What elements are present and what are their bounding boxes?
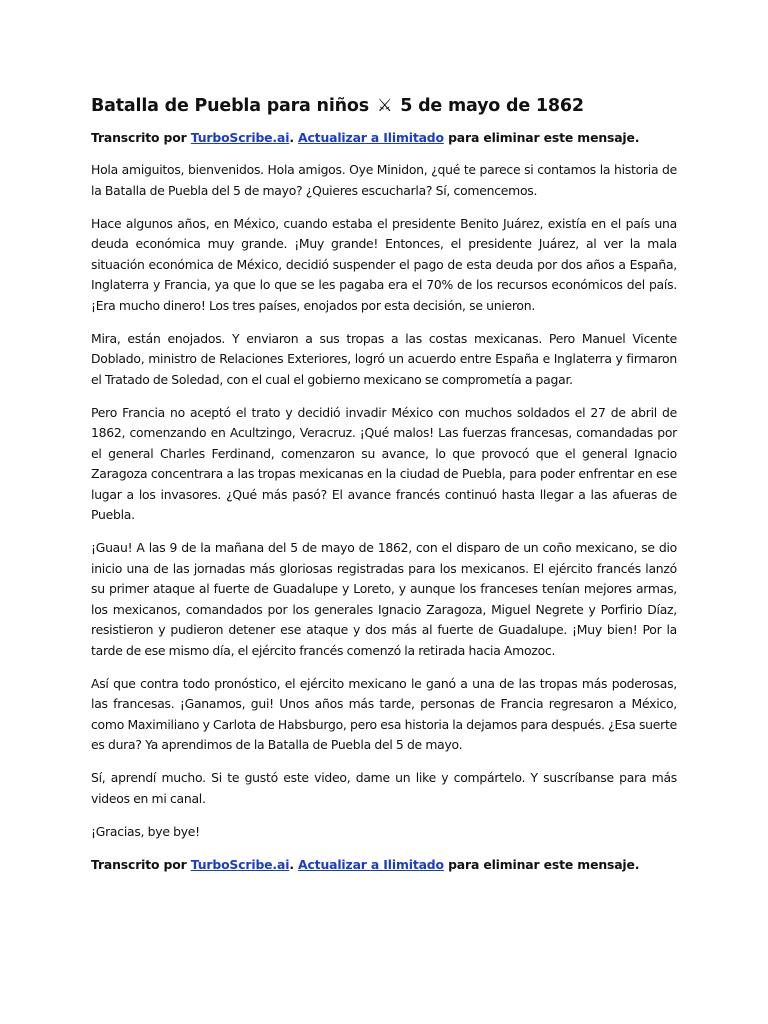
upgrade-unlimited-link[interactable]: Actualizar a Ilimitado (298, 856, 444, 872)
title-text-start: Batalla de Puebla para niños (91, 96, 369, 116)
crossed-swords-icon: ⚔ (376, 96, 393, 116)
turboscribe-link[interactable]: TurboScribe.ai (190, 856, 290, 872)
turboscribe-link[interactable]: TurboScribe.ai (190, 130, 290, 145)
transcription-notice-bottom (91, 855, 677, 875)
title-text-end: 5 de mayo de 1862 (400, 96, 584, 116)
notice-prefix: Transcrito por (91, 130, 187, 145)
notice-prefix: Transcrito por (91, 856, 187, 872)
notice-suffix: para eliminar este mensaje. (448, 130, 640, 145)
paragraph: Así que contra todo pronóstico, el ejército mexicano le ganó a una de las tropas más poderosas, las francesas. ¡Ganamos, gui! Unos años más tarde, personas de Francia regresaron a México, como Maximiliano y Carlota de Habsburgo, pero esa historia la dejamos para después. ¿Esa suerte es dura? Ya aprendimos de la Batalla de Puebla del 5 de mayo. (91, 675, 677, 752)
paragraph: ¡Gracias, bye bye! (91, 823, 200, 839)
document-title (91, 92, 677, 120)
upgrade-unlimited-link[interactable]: Actualizar a Ilimitado (298, 130, 444, 145)
paragraph: Hace algunos años, en México, cuando estaba el presidente Benito Juárez, existía en el país una deuda económica muy grande. ¡Muy grande! Entonces, el presidente Juárez, al ver la mala situación económica de México, decidió suspender el pago de esta deuda por dos años a España, Inglaterra y Francia, ya que lo que se les pagaba era el 70% de los recursos económicos del país. ¡Era mucho dinero! Los tres países, enojados por esta decisión, se unieron. (91, 215, 677, 313)
paragraph: ¡Guau! A las 9 de la mañana del 5 de mayo de 1862, con el disparo de un coño mexicano, se dio inicio una de las jornadas más gloriosas registradas para los mexicanos. El ejército francés lanzó su primer ataque al fuerte de Guadalupe y Loreto, y aunque los franceses tenían mejores armas, los mexicanos, comandados por los generales Ignacio Zaragoza, Miguel Negrete y Porfirio Díaz, resistieron y pudieron detener ese ataque y dos más al fuerte de Guadalupe. ¡Muy bien! Por la tarde de ese mismo día, el ejército francés comenzó la retirada hacia Amozoc. (91, 540, 677, 658)
paragraph: Pero Francia no aceptó el trato y decidió invadir México con muchos soldados el 27 de abril de 1862, comenzando en Acultzingo, Veracruz. ¡Qué malos! Las fuerzas francesas, comandadas por el general Charles Ferdinand, comenzaron su avance, lo que provocó que el general Ignacio Zaragoza concentrara a las tropas mexicanas en la ciudad de Puebla, para poder enfrentar en ese lugar a los invasores. ¿Qué más pasó? El avance francés continuó hasta llegar a las afueras de Puebla. (91, 404, 677, 522)
paragraph: Sí, aprendí mucho. Si te gustó este video, dame un like y compártelo. Y suscríbanse para más videos en mi canal. (91, 770, 677, 806)
document-page (91, 92, 677, 887)
notice-suffix: para eliminar este mensaje. (448, 856, 640, 872)
notice-separator: . (289, 856, 294, 872)
notice-separator: . (289, 130, 294, 145)
paragraph: Hola amiguitos, bienvenidos. Hola amigos. Oye Minidon, ¿qué te parece si contamos la historia de la Batalla de Puebla del 5 de mayo? ¿Quieres escucharla? Sí, comencemos. (91, 162, 677, 198)
transcription-notice-top (91, 128, 677, 148)
paragraph: Mira, están enojados. Y enviaron a sus tropas a las costas mexicanas. Pero Manuel Vicente Doblado, ministro de Relaciones Exteriores, logró un acuerdo entre España e Inglaterra y firmaron el Tratado de Soledad, con el cual el gobierno mexicano se comprometía a pagar. (91, 330, 677, 387)
